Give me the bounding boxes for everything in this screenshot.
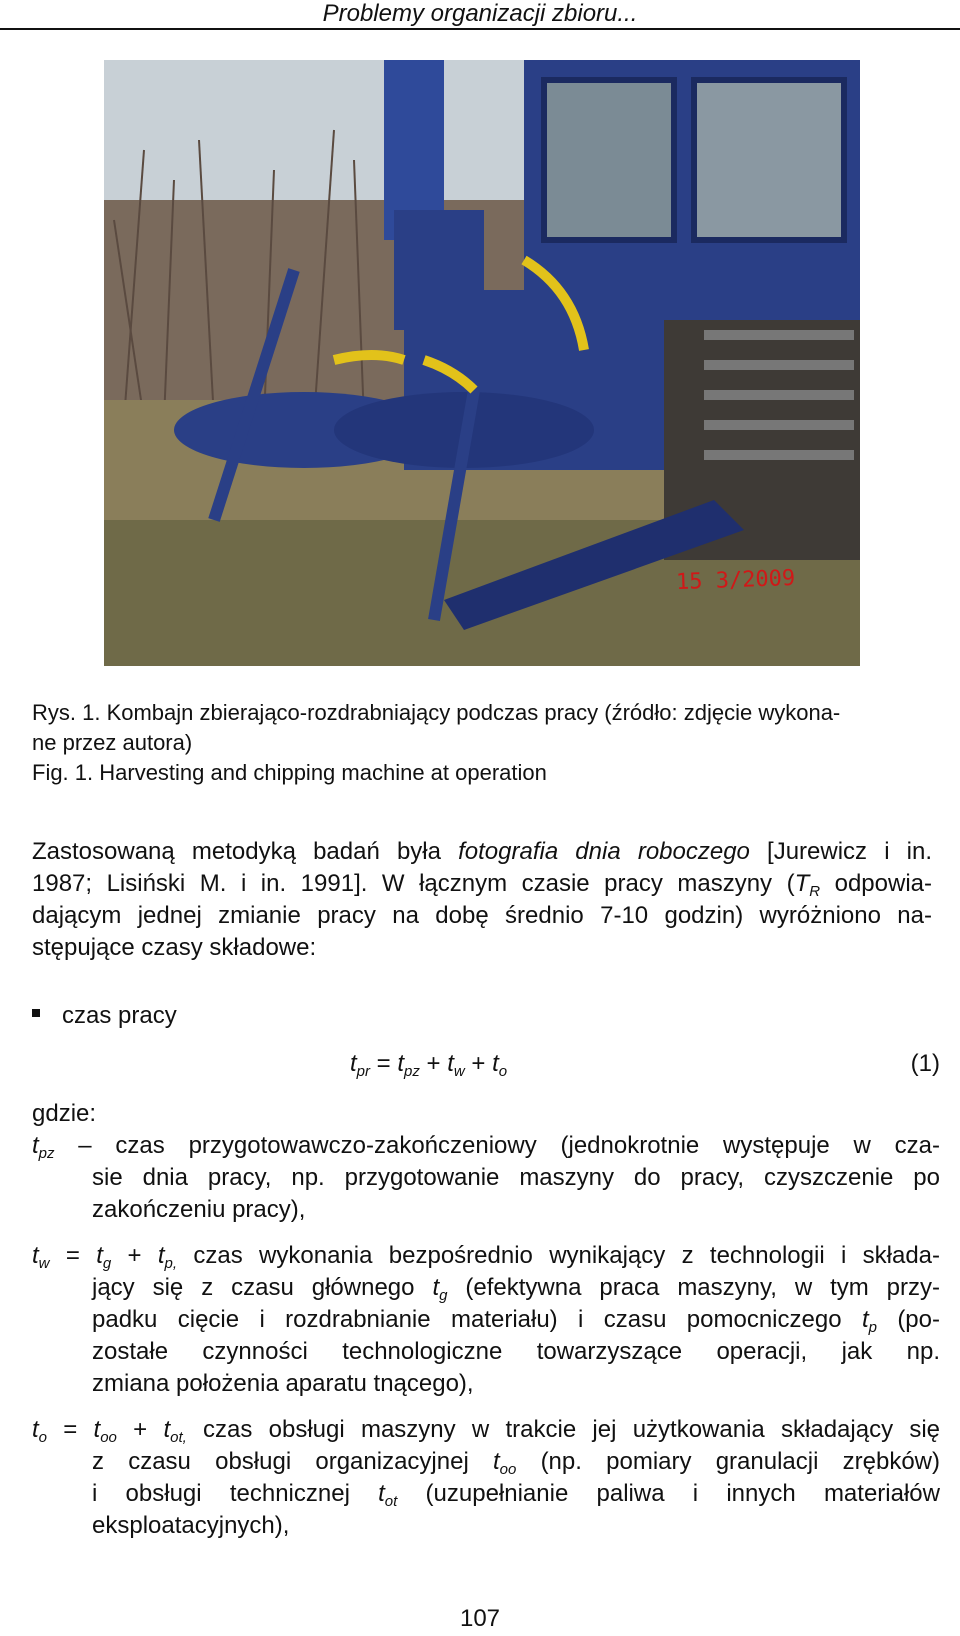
definition-tpz-line2: sie dnia pracy, np. przygotowanie maszyny do pracy, czyszczenie po — [92, 1164, 940, 1191]
definition-to-line4: eksploatacyjnych), — [92, 1512, 290, 1539]
definition-to-line1: $t_o = t_{oo} + t_{ot,}$ czas obsługi maszyny w trakcie jej użytkowania składający się — [32, 1416, 941, 1446]
definition-to-line2: z czasu obsługi organizacyjnej $t_{oo}$ (np. pomiary granulacji zrębków) — [92, 1448, 940, 1478]
definition-to-line3: i obsługi technicznej $t_{ot}$ (uzupełnianie paliwa i innych materiałów — [92, 1480, 940, 1510]
figure-caption-polish-line2: ne przez autora) — [32, 730, 193, 755]
figure-caption-polish-line1: Rys. 1. Kombajn zbierająco-rozdrabniający podczas pracy (źródło: zdjęcie wykona- — [32, 700, 841, 725]
definition-tw-line4: zostałe czynności technologiczne towarzyszące operacji, jak np. — [92, 1338, 940, 1365]
definition-tw-line2: jący się z czasu głównego $t_g$ (efektywna praca maszyny, w tym przy- — [92, 1274, 940, 1304]
paragraph-line-4: stępujące czasy składowe: — [32, 934, 317, 961]
photo-date-stamp: 15 3/2009 — [675, 565, 796, 596]
where-label: gdzie: — [32, 1100, 97, 1127]
paragraph-line-1: Zastosowaną metodyką badań była fotografia dnia roboczego [Jurewicz i in. — [32, 838, 933, 865]
running-title: Problemy organizacji zbioru... — [322, 0, 638, 27]
page-number: 107 — [459, 1605, 501, 1632]
bullet-item-czas-pracy: czas pracy — [32, 1000, 177, 1032]
paragraph-line-3: dającym jednej zmianie pracy na dobę średnio 7-10 godzin) wyróżniono na- — [32, 902, 932, 929]
definition-tw-line1: $t_w = t_g + t_{p,}$ czas wykonania bezpośrednio wynikający z technologii i składa- — [32, 1242, 940, 1272]
running-header — [0, 0, 960, 30]
equation-1: $t_{pr} = t_{pz} + t_w + t_o$ — [350, 1050, 508, 1080]
figure-photo-harvester — [104, 60, 860, 666]
bullet-square-icon — [32, 1009, 40, 1017]
definition-tw-line5: zmiana położenia aparatu tnącego), — [92, 1370, 474, 1397]
definition-tpz-line1: $t_{pz}$ – czas przygotowawczo-zakończeniowy (jednokrotnie występuje w cza- — [32, 1132, 940, 1162]
definition-tpz-line3: zakończeniu pracy), — [92, 1196, 306, 1223]
figure-caption-english: Fig. 1. Harvesting and chipping machine at operation — [32, 760, 547, 785]
equation-number: (1) — [910, 1050, 940, 1077]
paragraph-line-2: 1987; Lisiński M. i in. 1991]. W łącznym czasie pracy maszyny ($T_R$ odpowia- — [32, 870, 933, 900]
definition-tw-line3: padku cięcie i rozdrabnianie materiału) i czasu pomocniczego $t_p$ (po- — [92, 1306, 940, 1336]
